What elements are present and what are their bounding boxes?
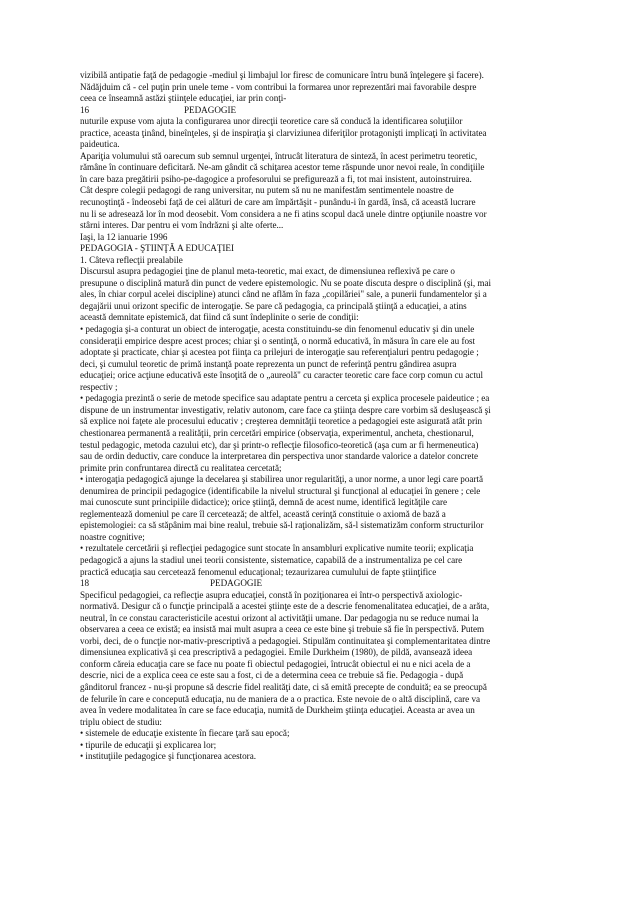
text-line: această demnitate epistemică, dat fiind că sunt îndeplinite o serie de condiţii: bbox=[80, 312, 359, 323]
text-line: degajării unui orizont specific de interogaţie. Se pare că pedagogia, ca principală ştiinţă a educaţiei, a atins bbox=[80, 300, 467, 311]
text-line: normativă. Desigur că o funcţie principală a acestei ştiinţe este de a descrie fenomenalitatea educaţiei, de a arăta, bbox=[80, 601, 490, 612]
text-line: triplu obiect de studiu: bbox=[80, 716, 162, 727]
bullet-line: • rezultatele cercetării şi reflecţiei pedagogice sunt stocate în ansambluri explicative numite teorii; explicaţia bbox=[80, 543, 474, 554]
text-line: dispune de un instrumentar investigativ, relativ autonom, care face ca ştiinţa despre care vorbim să desluşească şi bbox=[80, 404, 491, 415]
text-line: gânditorul francez - nu-şi propune să descrie fidel realităţi date, ci să emită precepte de conduită; ea se preocupă bbox=[80, 681, 487, 692]
text-line: mai cunoscute sunt principiile didactice); orice ştiinţă, demnă de acest nume, identifică legităţile care bbox=[80, 497, 448, 508]
text-line: conform căreia educaţia care se face nu poate fi obiectul pedagogiei, întrucât obiectul ei nu e nici acela de a bbox=[80, 658, 471, 669]
running-title: PEDAGOGIE bbox=[210, 578, 263, 589]
text-line: denumirea de principii pedagogice (identificabile la nivelul structural şi funcţional al educaţiei în genere ; cele bbox=[80, 485, 481, 496]
bullet-line: • interogaţia pedagogică ajunge la decelarea şi stabilirea unor regularităţi, a unor norme, a unor legi care poartă bbox=[80, 474, 483, 485]
text-line: nuturile expuse vom ajuta la configurarea unor direcţii teoretice care să conducă la identificarea soluţiilor bbox=[80, 116, 463, 127]
text-line: reglementează domeniul pe care îl cercetează; de altfel, această cerinţă constituie o axiomă de bază a bbox=[80, 508, 446, 519]
text-line: de felurile în care e concepută educaţia, nu de maniera de a o practica. Este nevoie de o altă disciplină, care va bbox=[80, 693, 481, 704]
running-title: PEDAGOGIE bbox=[184, 104, 237, 115]
text-line: ales, în chiar corpul acelei discipline) atunci când ne aflăm în faza „copilăriei" sale, a punerii fundamentelor şi a bbox=[80, 289, 487, 300]
text-line: respectiv ; bbox=[80, 381, 118, 392]
text-line: sau de ordin deductiv, care conduce la interpretarea din perspectiva unor standarde valorice a datelor concrete bbox=[80, 451, 478, 462]
text-line: vorbi, deci, de o funcţie nor-mativ-prescriptivă a pedagogiei. Stipulăm continuitatea şi complementaritatea dintre bbox=[80, 635, 491, 646]
text-line: recunoştinţă - îndeosebi faţă de cei alături de care am împărtăşit - punându-i în gardă, însă, că această lucrare bbox=[80, 197, 476, 208]
text-line: să explice noi faţete ale procesului educativ ; creşterea demnităţii teoretice a pedagogiei este asigurată atât prin bbox=[80, 416, 483, 427]
text-line: practice, aceasta ţinând, bineînţeles, şi de inspiraţia şi clarviziunea diferiţilor protagonişti implicaţi în activitatea bbox=[80, 127, 487, 138]
text-line: pedagogică a ajuns la stadiul unei teorii consistente, sistematice, capabilă de a instrumentaliza pe cel care bbox=[80, 554, 463, 565]
text-line: Specificul pedagogiei, ca reflecţie asupra educaţiei, constă în poziţionarea ei într-o perspectivă axiologic- bbox=[80, 589, 463, 600]
text-line: dimensiunea explicativă şi cea prescriptivă a pedagogiei. Emile Durkheim (1980), de pildă, avansează ideea bbox=[80, 647, 473, 658]
text-line: rămâne în continuare deficitară. Ne-am gândit că schiţarea acestor teme răspunde unor nevoi reale, în condiţiile bbox=[80, 162, 485, 173]
bullet-line: • sistemele de educaţie existente în fiecare ţară sau epocă; bbox=[80, 728, 290, 739]
text-line: ceea ce înseamnă astăzi ştiinţele educaţiei, iar prin conţi- bbox=[80, 93, 287, 104]
text-line: chestionarea permanentă a realităţii, prin cercetări empirice (observaţia, experimentul, ancheta, chestionarul, bbox=[80, 427, 474, 438]
chapter-title: PEDAGOGIA - ŞTIINŢĂ A EDUCAŢIEI bbox=[80, 243, 234, 254]
text-line: Apariţia volumului stă oarecum sub semnul urgenţei, întrucât literatura de sinteză, în acest perimetru teoretic, bbox=[80, 150, 478, 161]
text-line: adoptate şi practicate, chiar şi acestea pot fiinţa ca prilejuri de interogaţie sau referenţialuri pentru pedagogie ; bbox=[80, 347, 479, 358]
text-line: vizibilă antipatie faţă de pedagogie -mediul şi limbajul lor firesc de comunicare întru bună înţelegere şi facere). bbox=[80, 70, 484, 80]
text-line: primite prin confruntarea directă cu realitatea cercetată; bbox=[80, 462, 282, 473]
text-line: presupune o disciplină matură din punct de vedere epistemologic. Nu se poate discuta despre o disciplină (şi, mai bbox=[80, 277, 492, 288]
text-line: neutral, în ce constau caracteristicile acestui orizont al activităţii umane. Dar pedagogia nu se reduce numai la bbox=[80, 612, 479, 623]
text-line: educaţiei; orice acţiune educativă este însoţită de o „aureolă" cu caracter teoretic care face corp comun cu actul bbox=[80, 370, 483, 381]
text-line: observarea a ceea ce există; ea insistă mai mult asupra a ceea ce este bine şi trebuie să fie în perspectivă. Putem bbox=[80, 624, 485, 635]
text-line: avea în vedere modalitatea în care se face educaţia, numită de Durkheim ştiinţa educaţiei. Aceasta ar avea un bbox=[80, 705, 475, 716]
text-line: consideraţii empirice despre acest proces; chiar şi o sentinţă, o normă educativă, în măsura în care ele au fost bbox=[80, 335, 476, 346]
text-line: stârni interes. Dar pentru ei vom îndrăzni şi alte oferte... bbox=[80, 220, 284, 231]
text-line: Cât despre colegii pedagogi de rang universitar, nu putem să nu ne manifestăm sentimentele noastre de bbox=[80, 185, 454, 196]
bullet-line: • pedagogia prezintă o serie de metode specifice sau adaptate pentru a cerceta şi explica procesele paideutice ; ea bbox=[80, 393, 490, 404]
text-line: practică educaţia sau cercetează fenomenul educaţional; tezaurizarea cumulului de fapte ştiinţifice bbox=[80, 566, 437, 577]
text-line: descrie, nici de a explica ceea ce este sau a fost, ci de a determina ceea ce trebuie să fie. Pedagogia - după bbox=[80, 670, 464, 681]
text-line: deci, şi cumulul teoretic de primă instanţă poate reprezenta un punct de referinţă pentru gândirea asupra bbox=[80, 358, 457, 369]
running-header bbox=[80, 578, 583, 590]
text-line: nu li se adresează lor în mod deosebit. Vom considera a ne fi atins scopul dacă unele dintre opţiunile noastre vor bbox=[80, 208, 487, 219]
date-line: Iaşi, la 12 ianuarie 1996 bbox=[80, 231, 168, 242]
text-line: paideutica. bbox=[80, 139, 120, 150]
page-number: 18 bbox=[80, 578, 90, 589]
document-body bbox=[80, 70, 583, 763]
text-line: Discursul asupra pedagogiei ţine de planul meta-teoretic, mai exact, de dimensiunea reflexivă pe care o bbox=[80, 266, 455, 277]
running-header bbox=[80, 105, 583, 117]
text-line: noastre cognitive; bbox=[80, 531, 145, 542]
text-line: în care baza pregătirii psiho-pe-dagogice a profesorului se prefigurează a fi, tot mai insistent, autoinstruirea. bbox=[80, 173, 472, 184]
text-line: epistemologiei: ca să stăpânim mai bine realul, trebuie să-l raţionalizăm, să-l sistematizăm conform structurilor bbox=[80, 520, 484, 531]
text-line: testul pedagogic, metoda cazului etc), dar şi printr-o reflecţie filosofico-teoretică (aşa cum ar fi hermeneutica) bbox=[80, 439, 479, 450]
section-title: 1. Câteva reflecţii prealabile bbox=[80, 254, 183, 265]
bullet-line: • instituţiile pedagogice şi funcţionarea acestora. bbox=[80, 751, 256, 762]
text-line: Nădăjduim că - cel puţin prin unele teme - vom contribui la formarea unor reprezentări mai favorabile despre bbox=[80, 81, 477, 92]
bullet-line: • tipurile de educaţii şi explicarea lor; bbox=[80, 739, 217, 750]
page-number: 16 bbox=[80, 104, 90, 115]
bullet-line: • pedagogia şi-a conturat un obiect de interogaţie, acesta constituindu-se din fenomenul educativ şi din unele bbox=[80, 324, 475, 335]
